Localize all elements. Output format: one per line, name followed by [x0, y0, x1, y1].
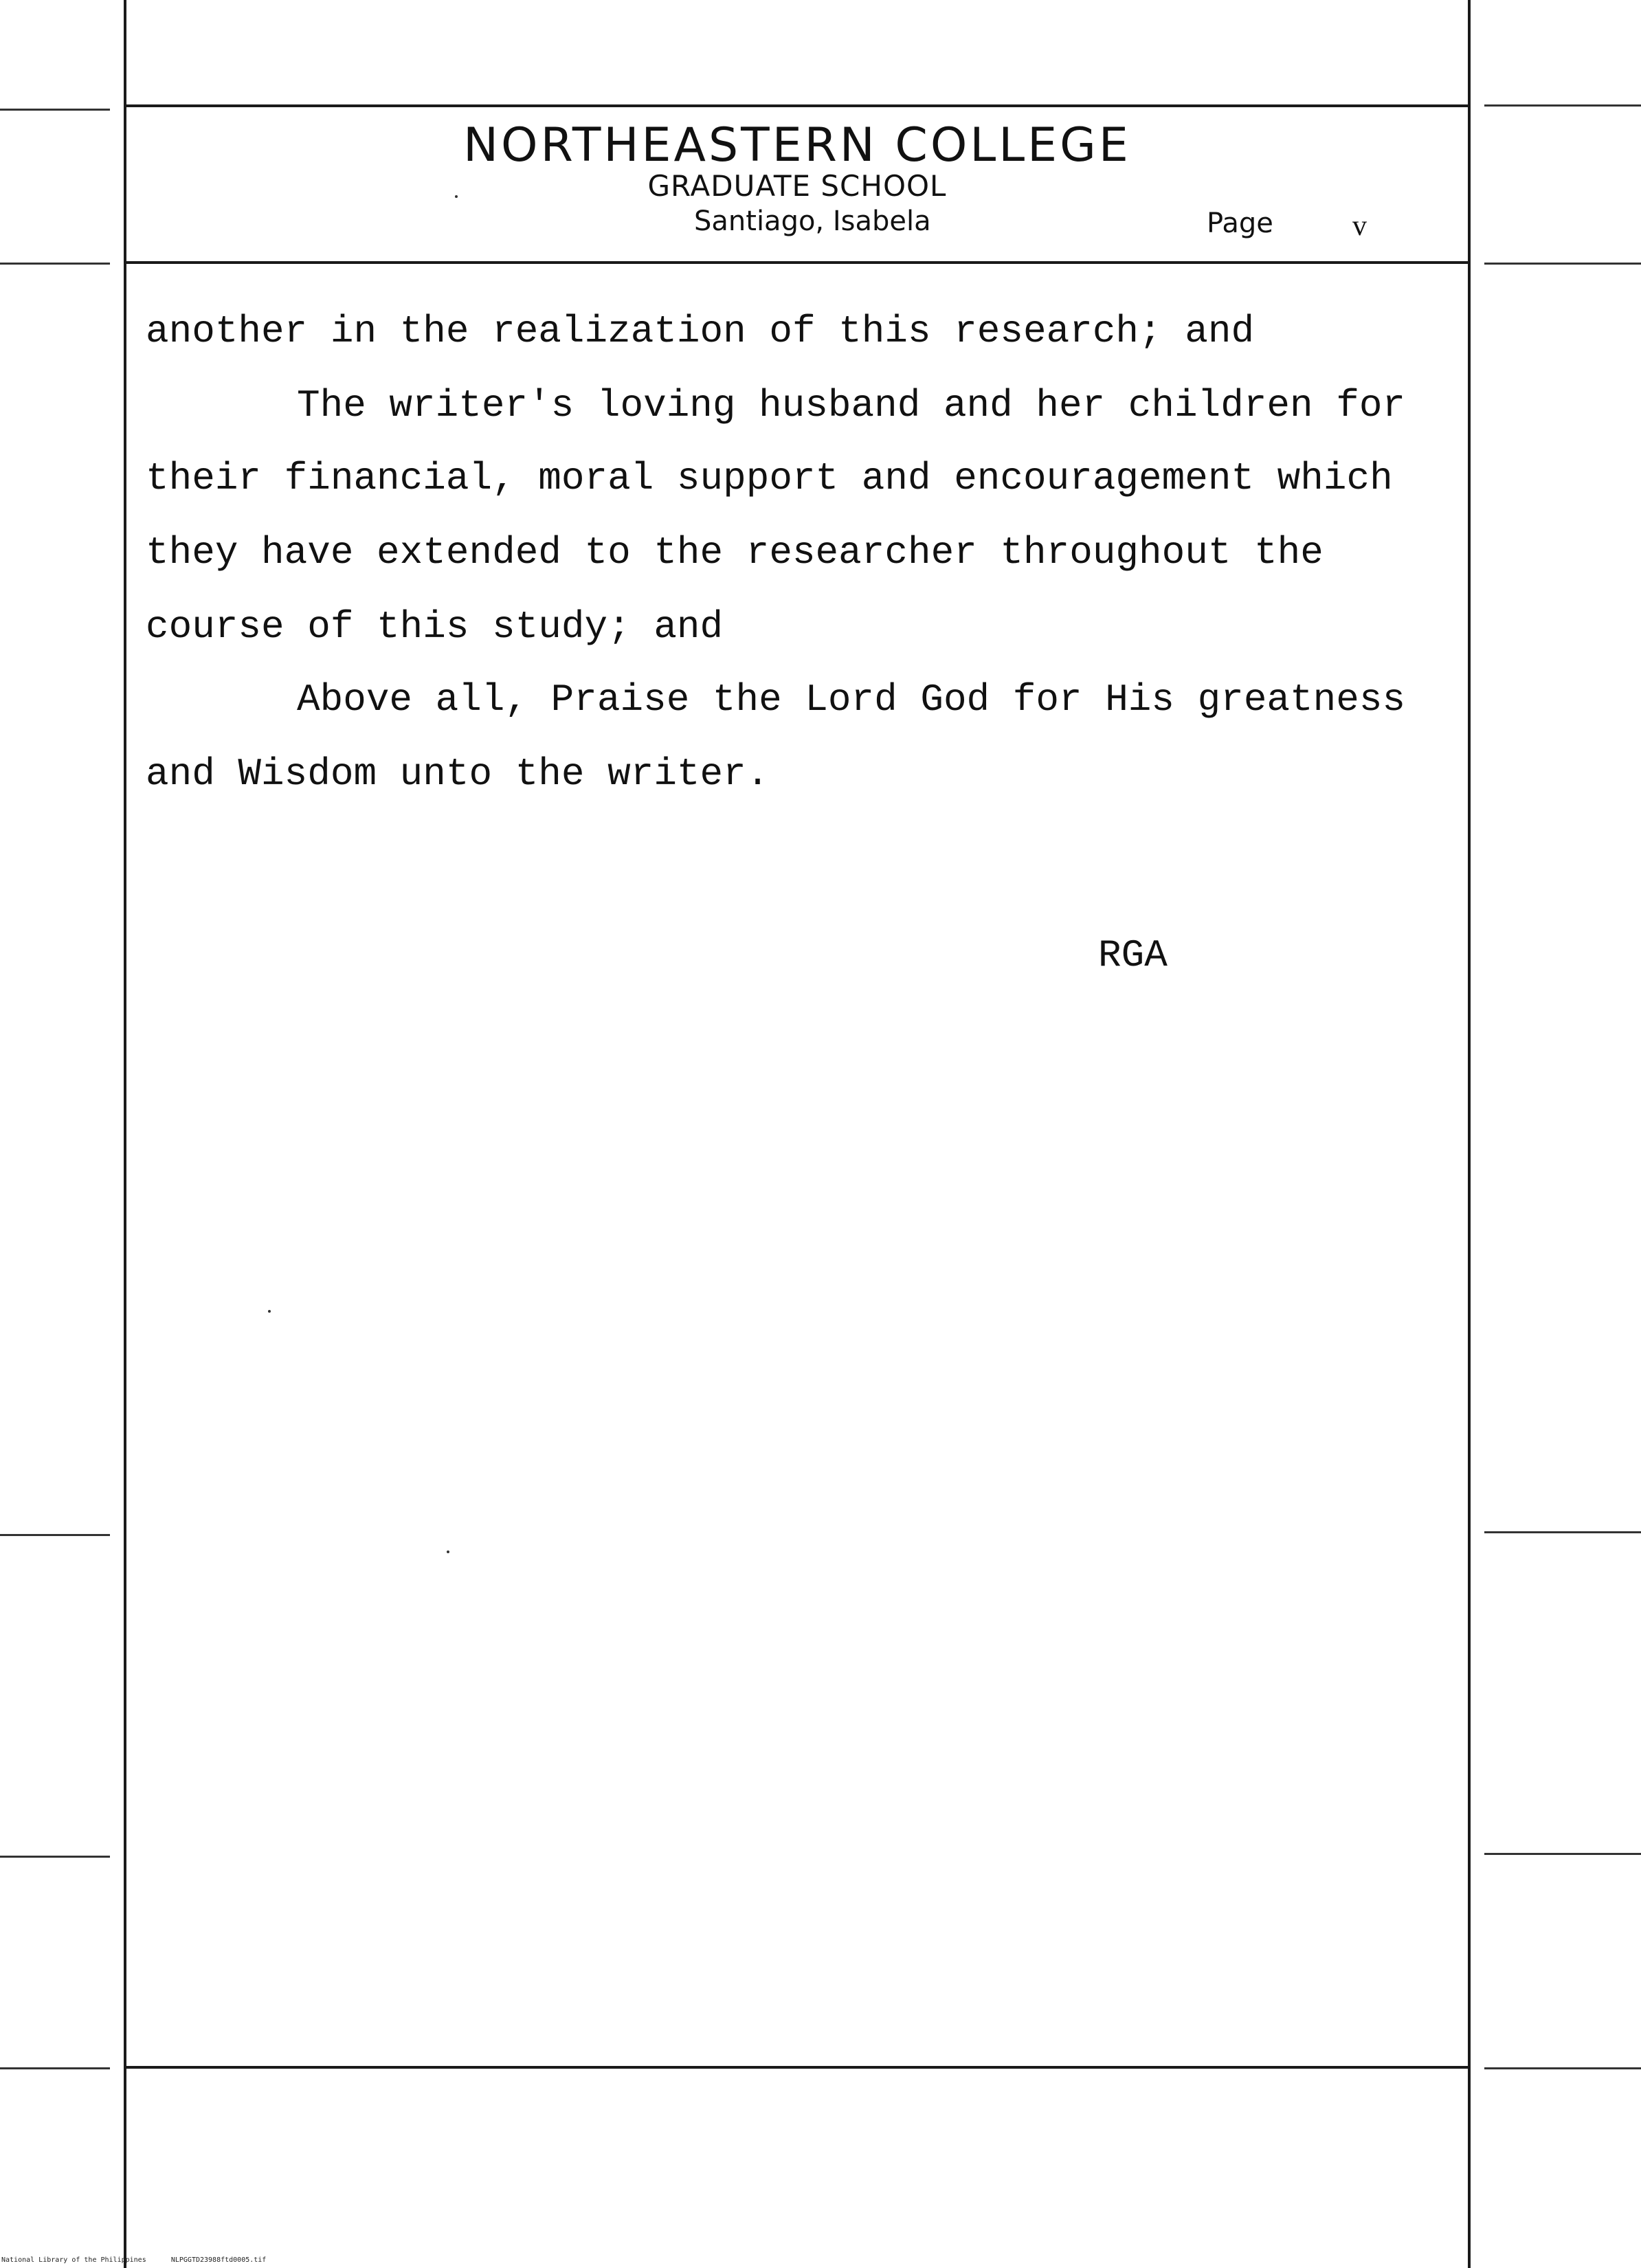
body-line-6: Above all, Praise the Lord God for His greatness	[297, 678, 1406, 722]
footer-rule	[124, 2066, 1471, 2069]
header-bottom-rule	[124, 261, 1471, 264]
body-line-1: another in the realization of this research; and	[146, 309, 1255, 353]
scan-filename: NLPGGTD23988ftd0005.tif	[170, 2256, 267, 2264]
scan-speck	[447, 1550, 449, 1553]
footer-rule-left-stub	[0, 2067, 110, 2069]
body-line-4: they have extended to the researcher throughout the	[146, 531, 1324, 575]
school-name: GRADUATE SCHOOL	[647, 169, 947, 203]
footer-rule-right-stub	[1484, 2067, 1641, 2069]
scan-speck	[455, 195, 458, 198]
library-name: National Library of the Philippines	[1, 2256, 146, 2264]
margin-tick-left-2	[0, 1856, 110, 1858]
page-number: v	[1352, 210, 1367, 242]
header-bottom-rule-right-stub	[1484, 263, 1641, 265]
body-line-3: their financial, moral support and encouragement which	[146, 456, 1393, 500]
left-margin-rule	[124, 0, 126, 2268]
header-bottom-rule-left-stub	[0, 263, 110, 265]
author-initials: RGA	[1098, 933, 1168, 977]
right-margin-rule	[1468, 0, 1471, 2268]
institution-name: NORTHEASTERN COLLEGE	[463, 118, 1131, 173]
header-top-rule-right-stub	[1484, 104, 1641, 107]
margin-tick-right-2	[1484, 1853, 1641, 1855]
body-line-2: The writer's loving husband and her children for	[297, 383, 1406, 427]
location: Santiago, Isabela	[694, 205, 931, 237]
header-top-rule	[124, 104, 1471, 107]
header-top-rule-left-stub	[0, 109, 110, 111]
page-label: Page	[1207, 208, 1273, 239]
scan-footer	[1, 2257, 266, 2264]
margin-tick-left-1	[0, 1534, 110, 1536]
margin-tick-right-1	[1484, 1531, 1641, 1533]
scan-speck	[268, 1310, 271, 1313]
body-line-5: course of this study; and	[146, 605, 724, 649]
body-line-7: and Wisdom unto the writer.	[146, 752, 770, 796]
